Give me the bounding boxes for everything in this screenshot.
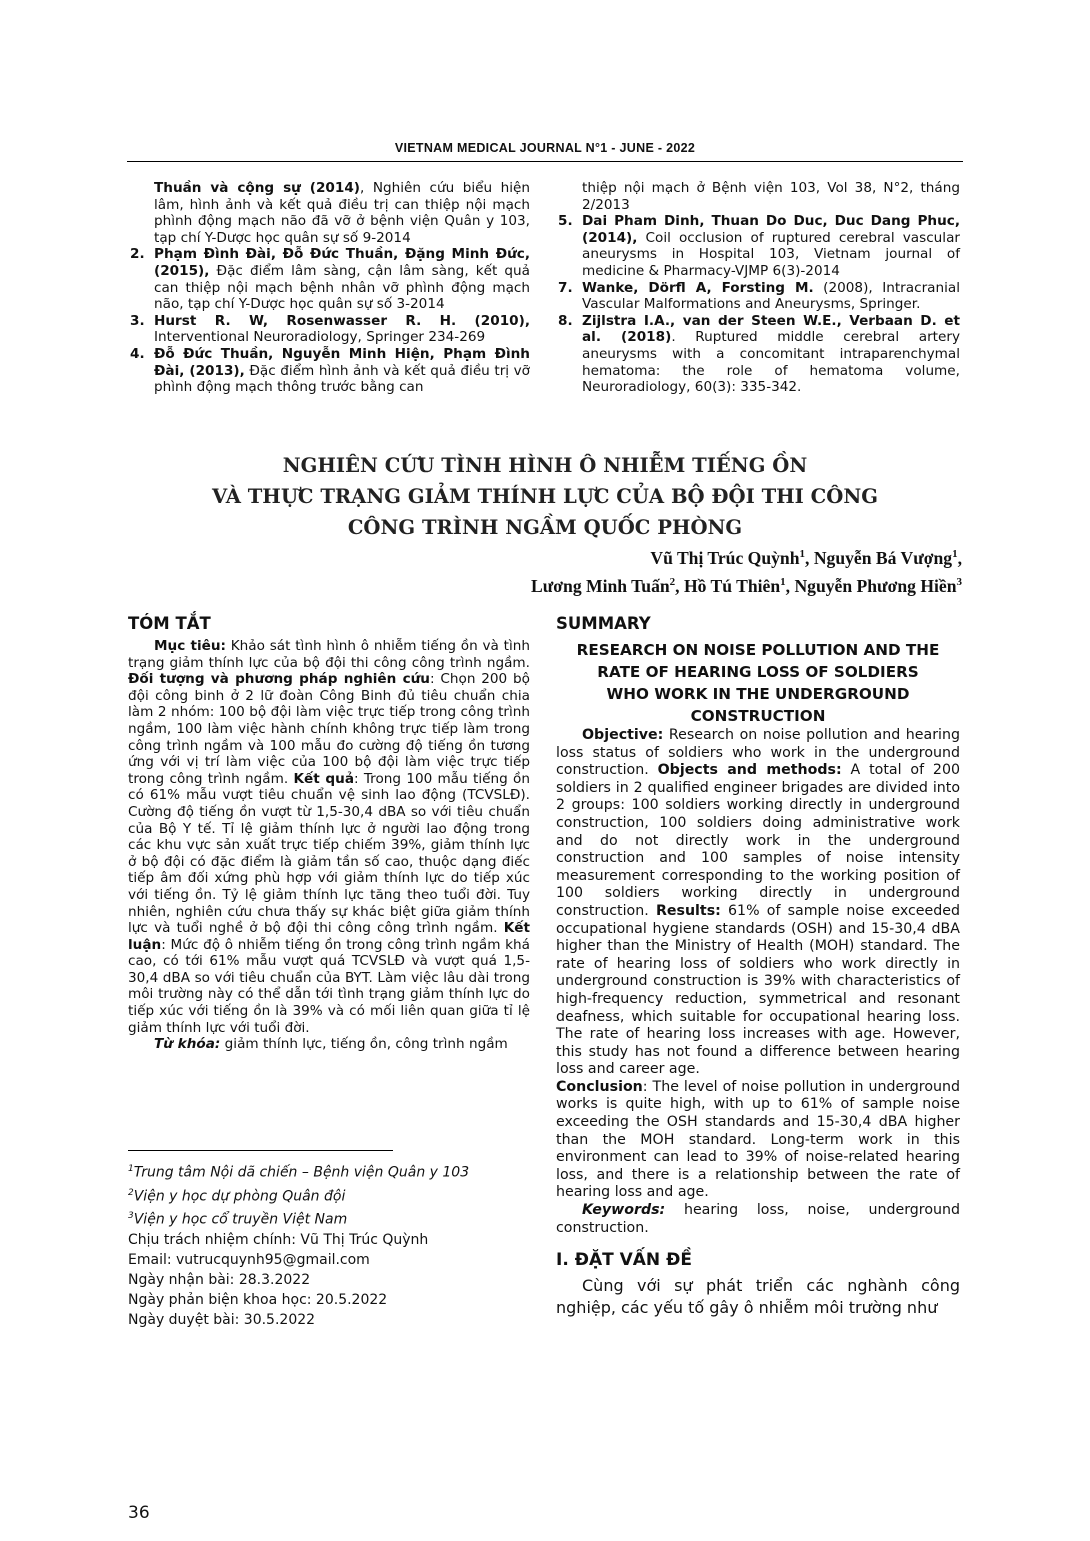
results-label: Kết quả <box>293 770 354 787</box>
article-title <box>140 450 950 543</box>
affiliation-marker: 3 <box>956 576 962 589</box>
affiliation-text: Trung tâm Nội dã chiến – Bệnh viện Quân y 103 <box>133 1164 470 1181</box>
reference-item <box>128 180 530 246</box>
objective-label: Objective: <box>582 727 664 743</box>
affiliation-marker: 2 <box>128 1187 134 1198</box>
date-reviewed: Ngày phản biện khoa học: 20.5.2022 <box>128 1291 388 1308</box>
reference-authors: Phạm Đình Đài, Đỗ Đức Thuần, Đặng Minh Đức, (2015), <box>154 246 530 279</box>
author-separator: , <box>805 548 814 568</box>
title-line: RATE OF HEARING LOSS OF SOLDIERS <box>597 663 919 681</box>
objective-label: Mục tiêu: <box>154 638 226 654</box>
abstract-en-body <box>556 727 960 1237</box>
reference-text: Coil occlusion of ruptured cerebral vascular aneurysms in Hospital 103, Vietnam journal of medicine & Pharmacy-VJMP 6(3)-2014 <box>582 229 960 279</box>
author-name: Nguyễn Phương Hiền <box>794 576 957 596</box>
author-name: Hồ Tú Thiên <box>683 576 781 596</box>
author-name: Lương Minh Tuấn <box>531 576 670 596</box>
corresponding-author: Chịu trách nhiệm chính: Vũ Thị Trúc Quỳnh <box>128 1231 429 1248</box>
title-line: CONSTRUCTION <box>690 707 826 725</box>
affiliation-3 <box>128 1206 528 1230</box>
affiliation-marker: 1 <box>952 548 958 561</box>
reference-authors: Thuần và cộng sự (2014) <box>154 180 361 196</box>
objective-text: Khảo sát tình hình ô nhiễm tiếng ồn và tình trạng giảm thính lực của bộ đội thi công công trình ngầm. <box>128 638 530 671</box>
author-separator: , <box>675 576 684 596</box>
title-line: RESEARCH ON NOISE POLLUTION AND THE <box>576 641 940 659</box>
conclusion-text: : Mức độ ô nhiễm tiếng ồn trong công trình ngầm khá cao, có tới 61% mẫu vượt quá TCVSLĐ và vượt quá 1,5-30,4 dBA so với tiêu chuẩn của BYT. Làm việc lâu dài trong môi trường này có thể dẫn tới tình trạng giảm thính lực do tiếp xúc với tiếng ồn là 39% và có mối liên quan giữa tỉ lệ giảm thính lực với tuổi đời. <box>128 936 530 1036</box>
abstract-en-paragraph <box>556 727 960 1202</box>
reference-authors: Đỗ Đức Thuần, Nguyễn Minh Hiện, Phạm Đình Đài, (2013), <box>154 345 530 379</box>
affiliation-marker: 3 <box>128 1211 134 1222</box>
author-name: Nguyễn Bá Vượng <box>813 548 953 568</box>
reference-item <box>556 180 960 213</box>
reference-text: thiệp nội mạch ở Bệnh viện 103, Vol 38, N°2, tháng 2/2013 <box>582 180 960 213</box>
reference-authors: Zijlstra I.A., van der Steen W.E., Verbaan D. et al. (2018) <box>582 312 960 346</box>
abstract-en-heading: SUMMARY <box>556 614 651 633</box>
reference-text: Interventional Neuroradiology, Springer 234-269 <box>154 329 486 346</box>
reference-text: , Nghiên cứu biểu hiện lâm, hình ảnh và kết quả điều trị can thiệp nội mạch phình động mạch não đã vỡ ở bệnh viện Quân y 103, tạp chí Y-Dược học quân sự số 9-2014 <box>154 180 530 246</box>
intro-body <box>556 1275 960 1318</box>
results-label: Results: <box>655 902 721 919</box>
reference-number: 2. <box>130 246 145 263</box>
title-line: CÔNG TRÌNH NGẦM QUỐC PHÒNG <box>347 516 743 539</box>
abstract-vi-paragraph <box>128 638 530 1036</box>
abstract-vi-body <box>128 638 530 1053</box>
keywords-text: hearing loss, noise, underground construction. <box>556 1202 960 1236</box>
reference-number: 4. <box>130 345 145 362</box>
date-accepted: Ngày duyệt bài: 30.5.2022 <box>128 1311 316 1328</box>
conclusion-label: Kết luận <box>128 920 530 953</box>
methods-text: : Chọn 200 bộ đội công binh ở 2 lữ đoàn Công Binh đủ tiêu chuẩn chia làm 2 nhóm: 100 bộ đội làm việc trực tiếp trong công trình ngầm, 100 làm việc hành chính không trực tiếp làm trong công trình ngầm và 100 mẫu đo cường độ tiếng ồn tương ứng với vị trí làm việc của 100 bộ đội làm việc trực tiếp trong công trình ngầm. <box>128 671 530 787</box>
reference-number: 5. <box>558 213 573 230</box>
affiliation-1 <box>128 1159 528 1183</box>
reference-authors: Hurst R. W, Rosenwasser R. H. (2010), <box>154 312 530 329</box>
author-name: Vũ Thị Trúc Quỳnh <box>650 548 800 568</box>
title-line: NGHIÊN CỨU TÌNH HÌNH Ô NHIỄM TIẾNG ỒN <box>282 454 808 477</box>
objective-text: Research on noise pollution and hearing loss status of soldiers who work in the underground construction. <box>556 727 960 779</box>
conclusion-label: Conclusion <box>556 1078 643 1095</box>
abstract-en-title <box>556 639 960 727</box>
reference-item <box>128 346 530 396</box>
footnotes <box>128 1159 528 1330</box>
page-number: 36 <box>128 1503 150 1523</box>
reference-authors: Wanke, Dörfl A, Forsting M. <box>582 279 814 296</box>
intro-paragraph: Cùng với sự phát triển các nghành công nghiệp, các yếu tố gây ô nhiễm môi trường như <box>556 1276 960 1317</box>
title-line: VÀ THỰC TRẠNG GIẢM THÍNH LỰC CỦA BỘ ĐỘI THI CÔNG <box>212 485 878 508</box>
references-right <box>556 180 960 396</box>
reference-text: (2008), Intracranial Vascular Malformations and Aneurysms, Springer. <box>582 279 960 313</box>
affiliation-marker: 1 <box>799 548 806 561</box>
reference-item <box>556 213 960 279</box>
footnote-rule <box>128 1150 393 1151</box>
results-text: : Trong 100 mẫu tiếng ồn có 61% mẫu vượt tiêu chuẩn vệ sinh lao động (TCVSLĐ). Cường độ tiếng ồn vượt từ 1,5-30,4 dBA so với tiêu chuẩn của Bộ Y tế. Tỉ lệ giảm thính lực ở người lao động trong các khu vực sản xuất trực tiếp chiếm 39%, giảm thính lực ở bộ đội có đặc điểm là giảm tần số cao, thuộc dạng điếc tiếp âm đối xứng phù hợp với giảm thính lực do tiếp xúc với tiếng ồn. Tỷ lệ giảm thính lực tăng theo tuổi đời. Tuy nhiên, nghiên cứu chưa thấy sự khác biệt giữa giảm thính lực và tuổi nghề ở bộ đội thi công công trình ngầm. <box>128 770 530 937</box>
reference-number: 3. <box>130 312 145 329</box>
header-rule <box>127 161 963 162</box>
reference-item <box>556 280 960 313</box>
reference-item <box>556 313 960 396</box>
affiliation-marker: 2 <box>669 576 676 589</box>
methods-label: Đối tượng và phương pháp nghiên cứu <box>128 671 430 688</box>
author-separator: , <box>785 576 795 596</box>
affiliation-marker: 1 <box>780 576 786 589</box>
affiliation-marker: 1 <box>128 1164 134 1174</box>
methods-text: A total of 200 soldiers in 2 qualified engineer brigades are divided into 2 groups: 100 soldiers working directly in underground construction, 100 soldiers doing administrative work and do not directly work in the underground construction and 100 samples of noise intensity measurement corresponding to the working position of 100 soldiers working directly in underground construction. <box>556 762 961 919</box>
abstract-vi-heading: TÓM TẮT <box>128 614 211 633</box>
reference-item <box>128 246 530 312</box>
conclusion-text: : The level of noise pollution in underground works is quite high, with up to 61% of sample noise exceeding the OSH standards and 15-30,4 dBA higher than the MOH standard. Long-term work in this environment can lead to 39% of noise-related hearing loss, and there is a relationship between the rate of hearing loss and age. <box>556 1078 960 1201</box>
keywords-label: Keywords: <box>582 1202 666 1219</box>
reference-number: 8. <box>558 312 573 329</box>
results-text: 61% of sample noise exceeded occupational hygiene standards (OSH) and 15-30,4 dBA higher than the Ministry of Health (MOH) standard. The rate of hearing loss of soldiers who work directly in underground construction is 39% with characteristics of high-frequency reduction, symmetrical and resonant deafness, which suitable for occupational hearing loss. The rate of hearing loss increases with age. However, this study has not found a difference between hearing loss and career age. <box>556 902 960 1078</box>
keywords-vi <box>128 1036 530 1053</box>
title-line: WHO WORK IN THE UNDERGROUND <box>606 685 910 703</box>
affiliation-2 <box>128 1183 528 1207</box>
reference-item <box>128 313 530 346</box>
authors-line-1 <box>262 548 962 569</box>
intro-heading: I. ĐẶT VẤN ĐỀ <box>556 1250 692 1270</box>
keywords-label: Từ khóa: <box>154 1036 221 1053</box>
reference-text: . Ruptured middle cerebral artery aneurysms with a concomitant intraparenchymal hematoma: the role of hematoma volume, Neuroradiology, 60(3): 335-342. <box>582 329 960 396</box>
keywords-en <box>556 1202 960 1237</box>
keywords-text: giảm thính lực, tiếng ồn, công trình ngầm <box>220 1036 508 1053</box>
email: Email: vutrucquynh95@gmail.com <box>128 1251 370 1268</box>
reference-authors: Dai Pham Dinh, Thuan Do Duc, Duc Dang Phuc, (2014), <box>582 213 960 246</box>
affiliation-text: Viện y học dự phòng Quân đội <box>133 1188 346 1205</box>
methods-label: Objects and methods: <box>657 762 842 779</box>
reference-text: Đặc điểm lâm sàng, cận lâm sàng, kết quả can thiệp nội mạch bệnh nhân vỡ phình động mạch não, tạp chí Y-Dược học quân sự số 3-2014 <box>154 262 530 313</box>
journal-header: VIETNAM MEDICAL JOURNAL N°1 - JUNE - 2022 <box>394 141 696 155</box>
authors-line-2 <box>262 576 962 597</box>
author-separator: , <box>957 548 962 568</box>
reference-number: 7. <box>558 279 573 296</box>
date-received: Ngày nhận bài: 28.3.2022 <box>128 1271 311 1288</box>
reference-text: Đặc điểm hình ảnh và kết quả điều trị vỡ phình động mạch thông trước bằng can <box>154 362 530 396</box>
affiliation-text: Viện y học cổ truyền Việt Nam <box>133 1211 348 1228</box>
references-left <box>128 180 530 396</box>
